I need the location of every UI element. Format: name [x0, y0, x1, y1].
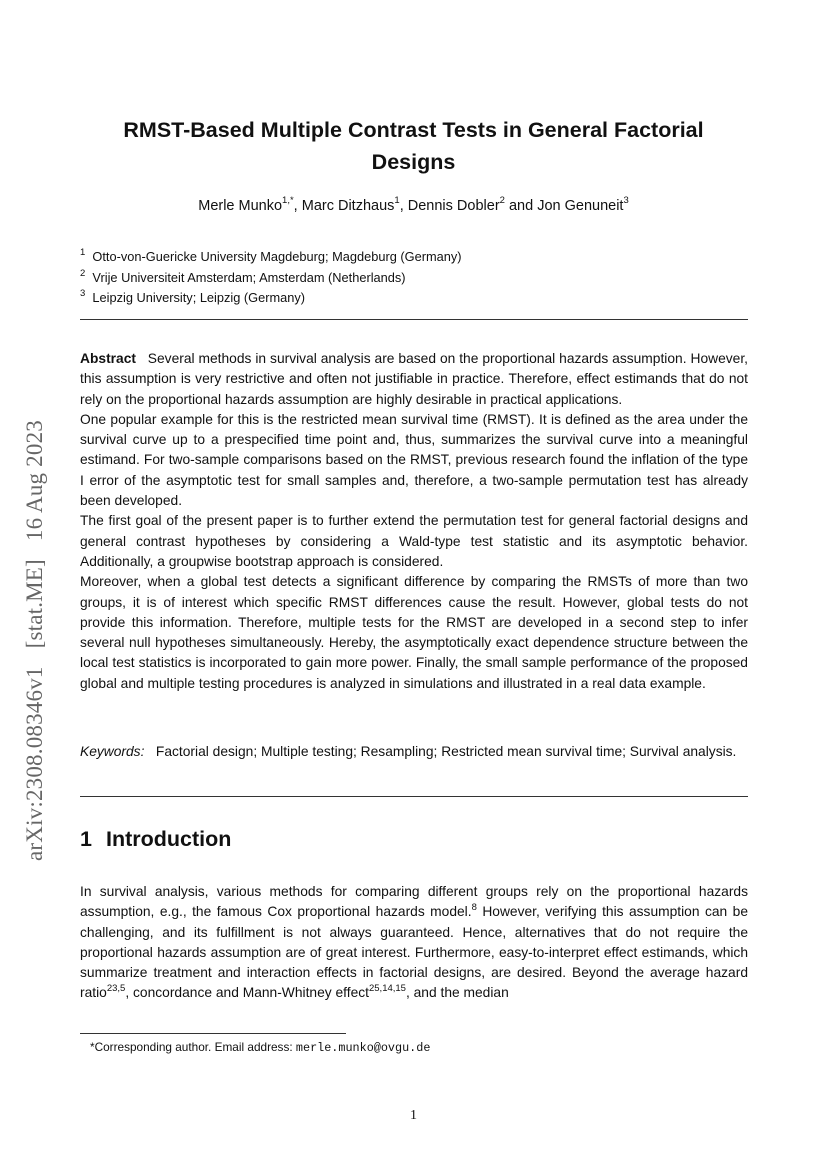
- abstract-label: Abstract: [80, 351, 136, 366]
- citation: 23,5: [106, 982, 126, 994]
- arxiv-date: 16 Aug 2023: [22, 420, 47, 542]
- section-title: Introduction: [105, 827, 232, 851]
- arxiv-stamp: [22, 420, 48, 861]
- keywords: Keywords: Factorial design; Multiple testing; Resampling; Restricted mean survival time; Survival analysis.: [80, 744, 737, 759]
- abstract-paragraph: One popular example for this is the restricted mean survival time (RMST). It is defined as the area under the survival curve up to a prespecified time point and, thus, summarizes the survival curve into a meaningful estimand. For two-sample comparisons based on the RMST, previous research found the inflation of the type I error of the asymptotic test for small samples and, therefore, a two-sample permutation test has already been developed.: [80, 411, 748, 509]
- footnote: *Corresponding author. Email address: merle.munko@ovgu.de: [90, 1040, 431, 1055]
- affiliation-1: $^1$ Otto-von-Guericke University Magdeburg; Magdeburg (Germany): [80, 246, 462, 264]
- abstract-paragraph: Abstract Several methods in survival analysis are based on the proportional hazards assumption. However, this assumption is very restrictive and often not justifiable in practice. Therefore, effect estimands that do not rely on the proportional hazards assumption are highly desirable in practical applications.: [80, 351, 748, 407]
- author-affiliation-mark: 2: [499, 195, 505, 207]
- author-name: Marc Ditzhaus: [301, 198, 395, 214]
- footnote-rule: [80, 1033, 346, 1034]
- keywords-label: Keywords:: [80, 744, 145, 759]
- abstract: [80, 349, 748, 694]
- author-affiliation-mark: 1: [394, 195, 400, 207]
- arxiv-id: arXiv:2308.08346v1: [22, 666, 47, 861]
- author-name: Dennis Dobler: [407, 198, 500, 214]
- affiliation-3: $^3$ Leipzig University; Leipzig (Germany): [80, 287, 306, 305]
- author-name: Jon Genuneit: [537, 198, 624, 214]
- email-address: merle.munko@ovgu.de: [295, 1041, 431, 1055]
- abstract-paragraph: Moreover, when a global test detects a significant difference by comparing the RMSTs of more than two groups, it is of interest which specific RMST differences cause the result. However, global tests do not provide this information. Therefore, multiple tests for the RMST are developed in a second step to infer several null hypotheses simultaneously. Hereby, the asymptotically exact dependence structure between the local test statistics is incorporated to gain more power. Finally, the small sample performance of the proposed global and multiple testing procedures is analyzed in simulations and illustrated in a real data example.: [80, 574, 748, 691]
- section-number: 1: [80, 827, 92, 851]
- author-name: Merle Munko: [198, 198, 283, 214]
- abstract-paragraph: The first goal of the present paper is to further extend the permutation test for general factorial designs and general contrast hypotheses by considering a Wald-type test statistic and its asymptotic behavior. Additionally, a groupwise bootstrap approach is considered.: [80, 513, 748, 569]
- paper-title: RMST-Based Multiple Contrast Tests in General Factorial Designs: [123, 118, 704, 174]
- divider: [80, 319, 748, 320]
- arxiv-category: [stat.ME]: [22, 559, 47, 649]
- citation: 8: [471, 901, 477, 913]
- divider: [80, 796, 748, 797]
- intro-paragraph: In survival analysis, various methods for comparing different groups rely on the proportional hazards assumption, e.g., the famous Cox proportional hazards model.$^8$ However, verifying this assumption can be challenging, and its fulfillment is not always guaranteed. Hence, alternatives that do not require the proportional hazards assumption are of great interest. Furthermore, easy-to-interpret effect estimands, which summarize treatment and interaction effects in factorial designs, are desired. Beyond the average hazard ratio$^{23,5}$, concordance and Mann-Whitney effect$^{25,14,15}$, and the median: [80, 884, 748, 1001]
- section-heading: [80, 827, 231, 852]
- author-affiliation-mark: 1,*: [282, 195, 294, 207]
- affiliation-2: $^2$ Vrije Universiteit Amsterdam; Amsterdam (Netherlands): [80, 267, 406, 285]
- author-list: Merle Munko$^{1,*}$, Marc Ditzhaus$^1$, Dennis Dobler$^2$ and Jon Genuneit$^3$: [198, 195, 629, 214]
- citation: 25,14,15: [368, 982, 406, 994]
- page-number: 1: [410, 1108, 417, 1123]
- author-affiliation-mark: 3: [623, 195, 629, 207]
